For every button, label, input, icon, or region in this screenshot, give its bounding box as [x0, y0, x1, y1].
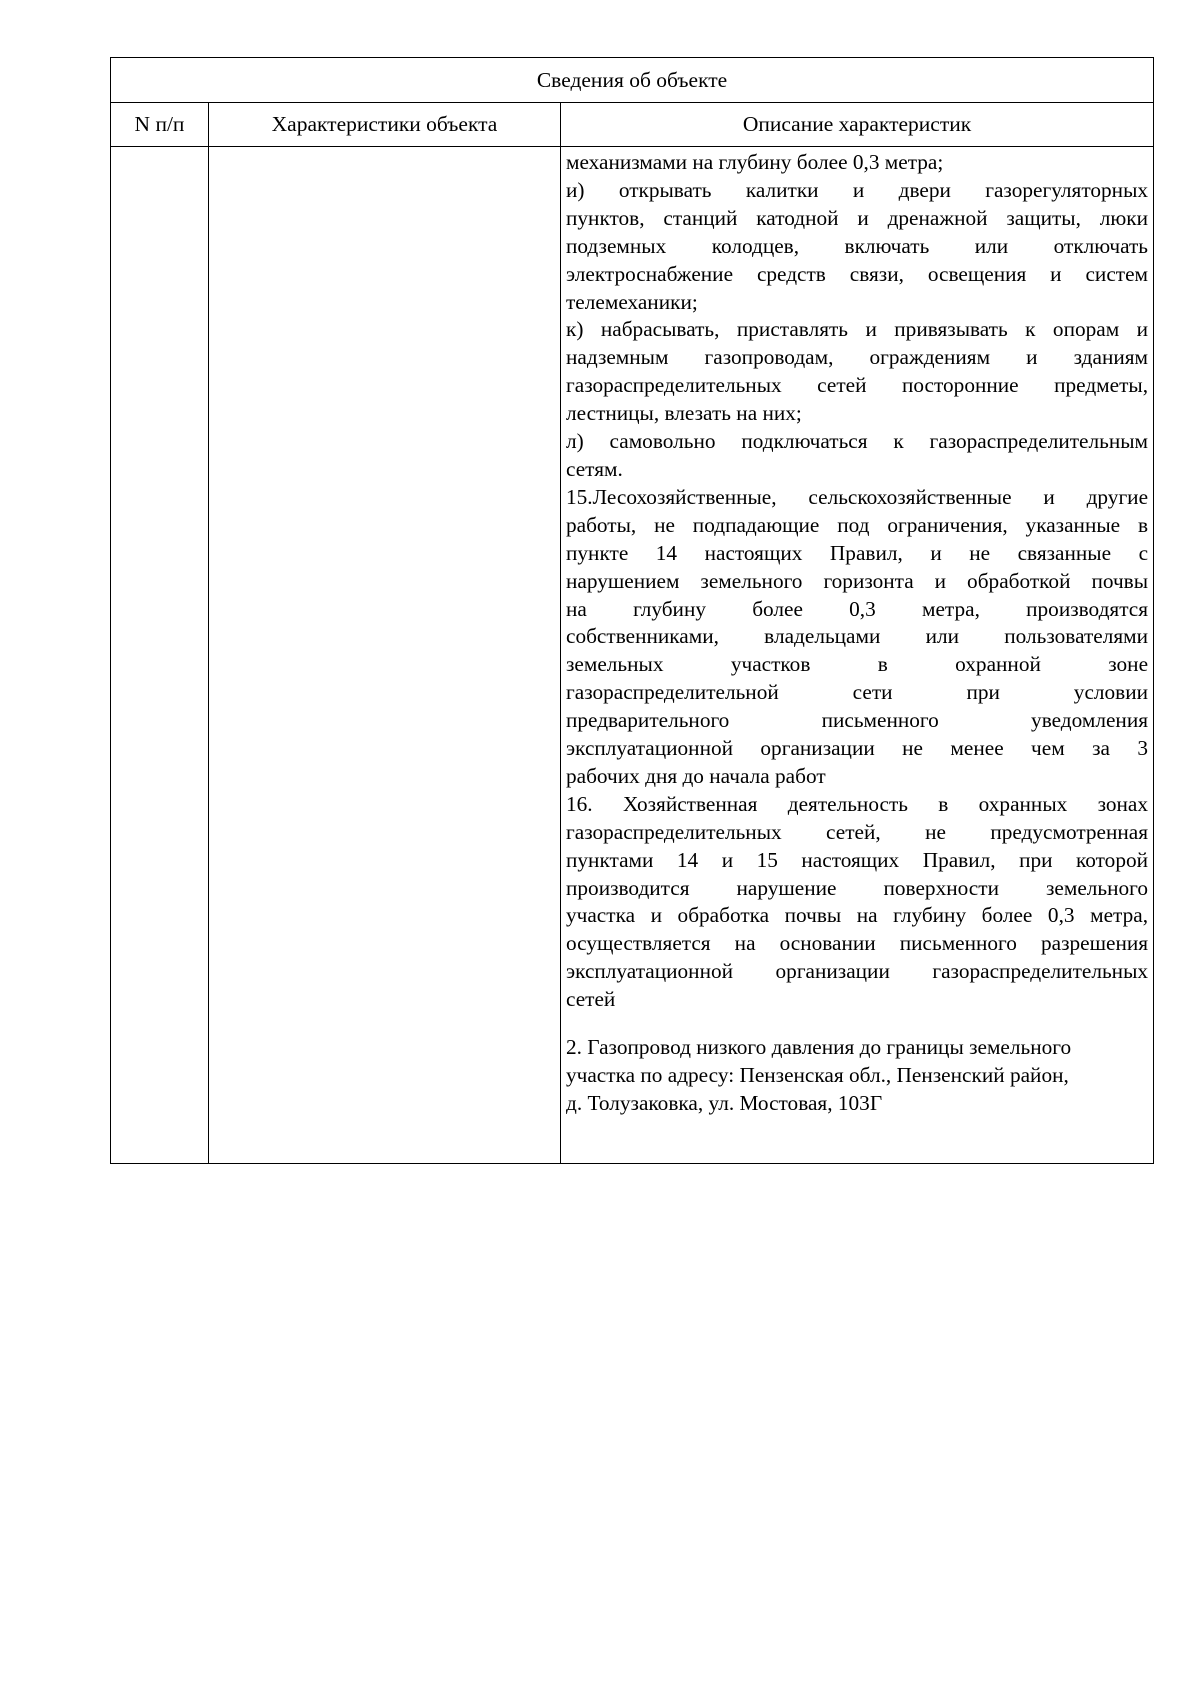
description-line: земельных участков в охранной зоне: [566, 652, 1149, 677]
description-line: электроснабжение средств связи, освещения и систем: [566, 261, 1149, 286]
table-title-row: [111, 58, 1154, 103]
description-text: [566, 149, 1148, 1118]
description-line: осуществляется на основании письменного разрешения: [566, 931, 1149, 956]
description-line: к) набрасывать, приставлять и привязывать к опорам и: [566, 317, 1149, 342]
description-line: 16. Хозяйственная деятельность в охранных зонах: [566, 791, 1149, 816]
description-line: пункте 14 настоящих Правил, и не связанные с: [566, 540, 1149, 565]
table-title: Сведения об объекте: [111, 58, 1154, 103]
table-header-row: [111, 103, 1154, 147]
description-line: телемеханики;: [566, 289, 698, 314]
description-line: работы, не подпадающие под ограничения, указанные в: [566, 512, 1149, 537]
description-line: лестницы, влезать на них;: [566, 401, 802, 426]
description-line: д. Толузаковка, ул. Мостовая, 103Г: [566, 1090, 883, 1115]
description-line: газораспределительных сетей посторонние предметы,: [566, 373, 1149, 398]
description-line: механизмами на глубину более 0,3 метра;: [566, 150, 944, 174]
description-line: 2. Газопровод низкого давления до границы земельного: [566, 1035, 1072, 1060]
description-line: подземных колодцев, включать или отключать: [566, 233, 1149, 258]
column-header-characteristics: Характеристики объекта: [209, 103, 561, 147]
cell-number: [111, 147, 209, 1164]
column-header-description: Описание характеристик: [561, 103, 1154, 147]
description-line: надземным газопроводам, ограждениям и зданиям: [566, 345, 1149, 370]
description-line: эксплуатационной организации не менее чем за 3: [566, 736, 1149, 761]
description-line: л) самовольно подключаться к газораспределительным: [566, 429, 1149, 454]
object-info-table: [110, 57, 1154, 1164]
column-header-number: N п/п: [111, 103, 209, 147]
description-line: газораспределительных сетей, не предусмотренная: [566, 819, 1149, 844]
description-line: эксплуатационной организации газораспределительных: [566, 959, 1149, 984]
description-line: пунктами 14 и 15 настоящих Правил, при которой: [566, 847, 1149, 872]
description-line: нарушением земельного горизонта и обработкой почвы: [566, 568, 1149, 593]
description-line: производится нарушение поверхности земельного: [566, 875, 1149, 900]
cell-description: [561, 147, 1154, 1164]
description-line: [566, 1014, 1148, 1034]
description-line: участка по адресу: Пензенская обл., Пензенский район,: [566, 1063, 1069, 1087]
description-line: газораспределительной сети при условии: [566, 680, 1149, 705]
cell-characteristic: [209, 147, 561, 1164]
description-line: сетям.: [566, 456, 623, 481]
description-line: предварительного письменного уведомления: [566, 708, 1149, 733]
description-line: на глубину более 0,3 метра, производятся: [566, 596, 1149, 621]
description-line: рабочих дня до начала работ: [566, 763, 826, 788]
description-line: сетей: [566, 987, 616, 1012]
description-line: и) открывать калитки и двери газорегуляторных: [566, 177, 1149, 202]
description-line: собственниками, владельцами или пользователями: [566, 624, 1149, 649]
description-line: участка и обработка почвы на глубину более 0,3 метра,: [566, 903, 1149, 928]
table-row: [111, 147, 1154, 1164]
description-line: пунктов, станций катодной и дренажной защиты, люки: [566, 205, 1149, 230]
description-line: 15.Лесохозяйственные, сельскохозяйственные и другие: [566, 484, 1149, 509]
